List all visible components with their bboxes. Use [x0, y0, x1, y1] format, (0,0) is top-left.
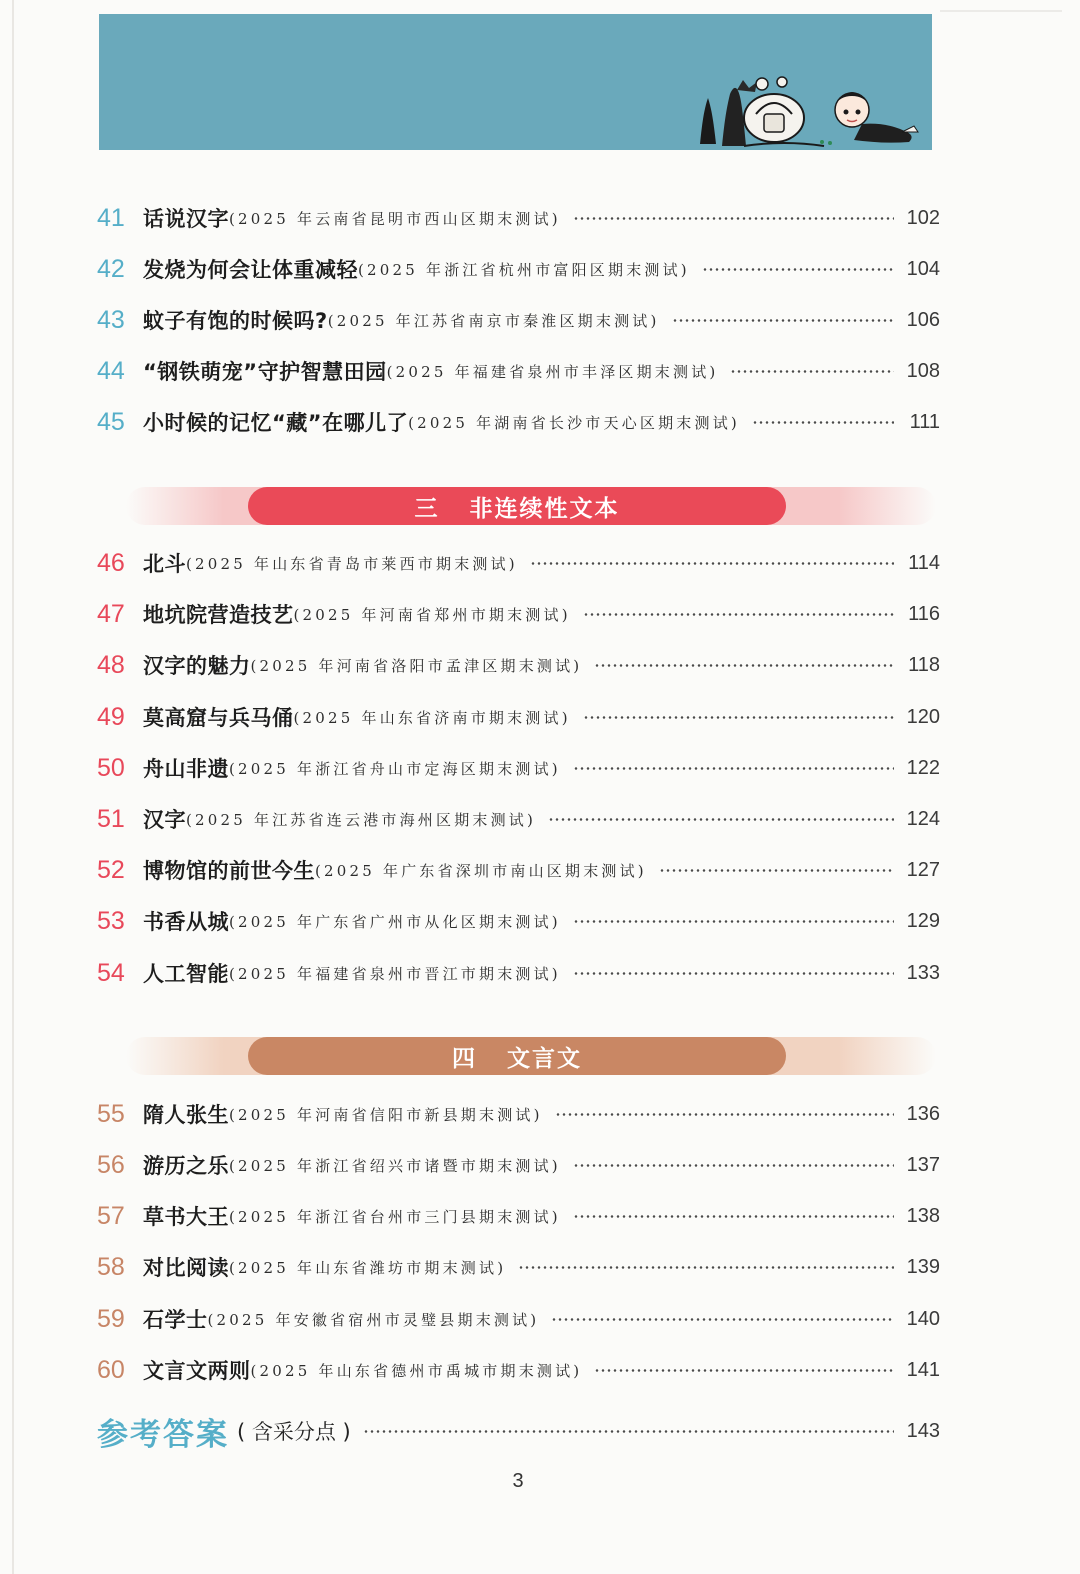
leader-dots [583, 613, 894, 616]
entry-source: (2025 年河南省郑州市期末测试) [293, 605, 571, 624]
section-pill [248, 487, 786, 525]
toc-entry-49[interactable] [97, 697, 940, 737]
leader-dots [594, 664, 894, 667]
entry-title: 人工智能 [143, 962, 229, 986]
leader-dots [594, 1369, 894, 1372]
entry-number: 45 [97, 407, 125, 436]
toc-entry-41[interactable] [97, 198, 940, 238]
entry-source: (2025 年山东省青岛市莱西市期末测试) [186, 554, 518, 573]
entry-number: 47 [97, 599, 125, 628]
entry-source: (2025 年浙江省绍兴市诸暨市期末测试) [229, 1156, 561, 1175]
entry-source: (2025 年山东省济南市期末测试) [293, 708, 571, 727]
entry-source: (2025 年山东省德州市禹城市期末测试) [250, 1361, 583, 1380]
entry-page: 106 [906, 308, 940, 331]
entry-number: 52 [97, 855, 125, 884]
entry-page: 111 [909, 410, 940, 433]
entry-title: 对比阅读 [143, 1256, 229, 1280]
entry-source: (2025 年河南省洛阳市孟津区期末测试) [250, 656, 583, 675]
section-pill [248, 1037, 786, 1075]
toc-entry-45[interactable] [97, 402, 940, 442]
section-header-four [126, 1037, 936, 1075]
answer-key-title: 参考答案 [97, 1416, 229, 1453]
toc-entry-42[interactable] [97, 249, 940, 289]
entry-number: 50 [97, 753, 125, 782]
entry-page: 114 [908, 551, 940, 574]
leader-dots [551, 1318, 894, 1321]
leader-dots [548, 818, 894, 821]
entry-number: 60 [97, 1355, 125, 1384]
toc-entry-44[interactable] [97, 351, 940, 391]
entry-title: 舟山非遗 [143, 757, 229, 781]
entry-page: 120 [906, 705, 940, 728]
entry-title: 草书大王 [143, 1205, 229, 1229]
entry-source: (2025 年江苏省连云港市海州区期末测试) [186, 810, 537, 829]
leader-dots [573, 217, 894, 220]
entry-page: 108 [906, 359, 940, 382]
entry-number: 51 [97, 804, 125, 833]
entry-page: 133 [906, 961, 940, 984]
entry-source: (2025 年湖南省长沙市天心区期末测试) [408, 413, 740, 432]
entry-title: 汉字 [143, 808, 186, 832]
toc-entry-58[interactable] [97, 1247, 940, 1287]
entry-title: 隋人张生 [143, 1103, 229, 1127]
entry-page: 137 [906, 1153, 940, 1176]
leader-dots [555, 1113, 894, 1116]
toc-entry-51[interactable] [97, 799, 940, 839]
entry-page: 138 [906, 1204, 940, 1227]
section-title: 三 非连续性文本 [414, 495, 620, 522]
entry-number: 44 [97, 356, 125, 385]
answer-key-note: ( 含采分点 ) [237, 1420, 351, 1444]
entry-source: (2025 年浙江省舟山市定海区期末测试) [229, 759, 561, 778]
entry-page: 124 [906, 807, 940, 830]
entry-number: 49 [97, 702, 125, 731]
toc-entry-43[interactable] [97, 300, 940, 340]
entry-title: 发烧为何会让体重减轻 [143, 258, 358, 282]
entry-number: 57 [97, 1201, 125, 1230]
entry-number: 53 [97, 906, 125, 935]
leader-dots [752, 421, 894, 424]
entry-page: 140 [906, 1307, 940, 1330]
section-header-three [126, 487, 936, 525]
entry-number: 48 [97, 650, 125, 679]
toc-entry-48[interactable] [97, 645, 940, 685]
leader-dots [573, 920, 894, 923]
page-number: 3 [512, 1470, 524, 1492]
entry-number: 46 [97, 548, 125, 577]
entry-source: (2025 年河南省信阳市新县期末测试) [229, 1105, 543, 1124]
entry-source: (2025 年广东省深圳市南山区期末测试) [315, 861, 647, 880]
toc-entry-55[interactable] [97, 1094, 940, 1134]
entry-page: 104 [906, 257, 940, 280]
entry-title: 书香从城 [143, 910, 229, 934]
leader-dots [583, 716, 894, 719]
leader-dots [573, 767, 894, 770]
section-title: 四 文言文 [451, 1045, 583, 1072]
entry-page: 136 [906, 1102, 940, 1125]
entry-title: 地坑院营造技艺 [143, 603, 294, 627]
toc-entry-54[interactable] [97, 953, 940, 993]
entry-title: 石学士 [143, 1308, 208, 1332]
toc-entry-59[interactable] [97, 1299, 940, 1339]
entry-source: (2025 年福建省泉州市丰泽区期末测试) [386, 362, 719, 381]
toc-entry-52[interactable] [97, 850, 940, 890]
entry-page: 116 [908, 602, 940, 625]
leader-dots [659, 869, 894, 872]
entry-page: 141 [906, 1358, 940, 1381]
entry-title: 文言文两则 [143, 1359, 251, 1383]
leader-dots [573, 1164, 894, 1167]
entry-number: 56 [97, 1150, 125, 1179]
leader-dots [702, 268, 894, 271]
entry-number: 59 [97, 1304, 125, 1333]
entry-source: (2025 年安徽省宿州市灵璧县期末测试) [207, 1310, 540, 1329]
leader-dots [573, 972, 894, 975]
leader-dots [672, 319, 894, 322]
entry-source: (2025 年山东省潍坊市期末测试) [229, 1258, 507, 1277]
entry-number: 43 [97, 305, 125, 334]
leader-dots [363, 1430, 894, 1433]
entry-title: “钢铁萌宠”守护智慧田园 [143, 360, 387, 384]
toc-entry-60[interactable] [97, 1350, 940, 1390]
toc-entry-50[interactable] [97, 748, 940, 788]
entry-number: 58 [97, 1252, 125, 1281]
entry-number: 42 [97, 254, 125, 283]
entry-title: 蚊子有饱的时候吗? [143, 309, 328, 333]
leader-dots [730, 370, 894, 373]
entry-number: 41 [97, 203, 125, 232]
entry-source: (2025 年江苏省南京市秦淮区期末测试) [327, 311, 660, 330]
leader-dots [530, 562, 894, 565]
entry-page: 143 [906, 1419, 940, 1442]
toc-entry-56[interactable] [97, 1145, 940, 1185]
entry-title: 汉字的魅力 [143, 654, 251, 678]
entry-number: 54 [97, 958, 125, 987]
entry-page: 102 [906, 206, 940, 229]
entry-number: 55 [97, 1099, 125, 1128]
entry-page: 127 [906, 858, 940, 881]
toc-entry-53[interactable] [97, 901, 940, 941]
entry-title: 莫高窟与兵马俑 [143, 706, 294, 730]
entry-page: 129 [906, 909, 940, 932]
entry-source: (2025 年福建省泉州市晋江市期末测试) [229, 964, 561, 983]
entry-title: 博物馆的前世今生 [143, 859, 315, 883]
entry-page: 122 [906, 756, 940, 779]
toc-entry-answer-key[interactable] [97, 1406, 940, 1456]
entry-source: (2025 年浙江省台州市三门县期末测试) [229, 1207, 561, 1226]
entry-title: 小时候的记忆“藏”在哪儿了 [143, 411, 409, 435]
entry-source: (2025 年云南省昆明市西山区期末测试) [229, 209, 561, 228]
leader-dots [573, 1215, 894, 1218]
leader-dots [518, 1266, 894, 1269]
entry-source: (2025 年广东省广州市从化区期末测试) [229, 912, 561, 931]
entry-title: 话说汉字 [143, 207, 229, 231]
entry-title: 北斗 [143, 552, 186, 576]
toc-entry-57[interactable] [97, 1196, 940, 1236]
entry-page: 139 [906, 1255, 940, 1278]
toc-entry-47[interactable] [97, 594, 940, 634]
entry-page: 118 [908, 653, 940, 676]
toc-entry-46[interactable] [97, 543, 940, 583]
entry-source: (2025 年浙江省杭州市富阳区期末测试) [358, 260, 690, 279]
entry-title: 游历之乐 [143, 1154, 229, 1178]
